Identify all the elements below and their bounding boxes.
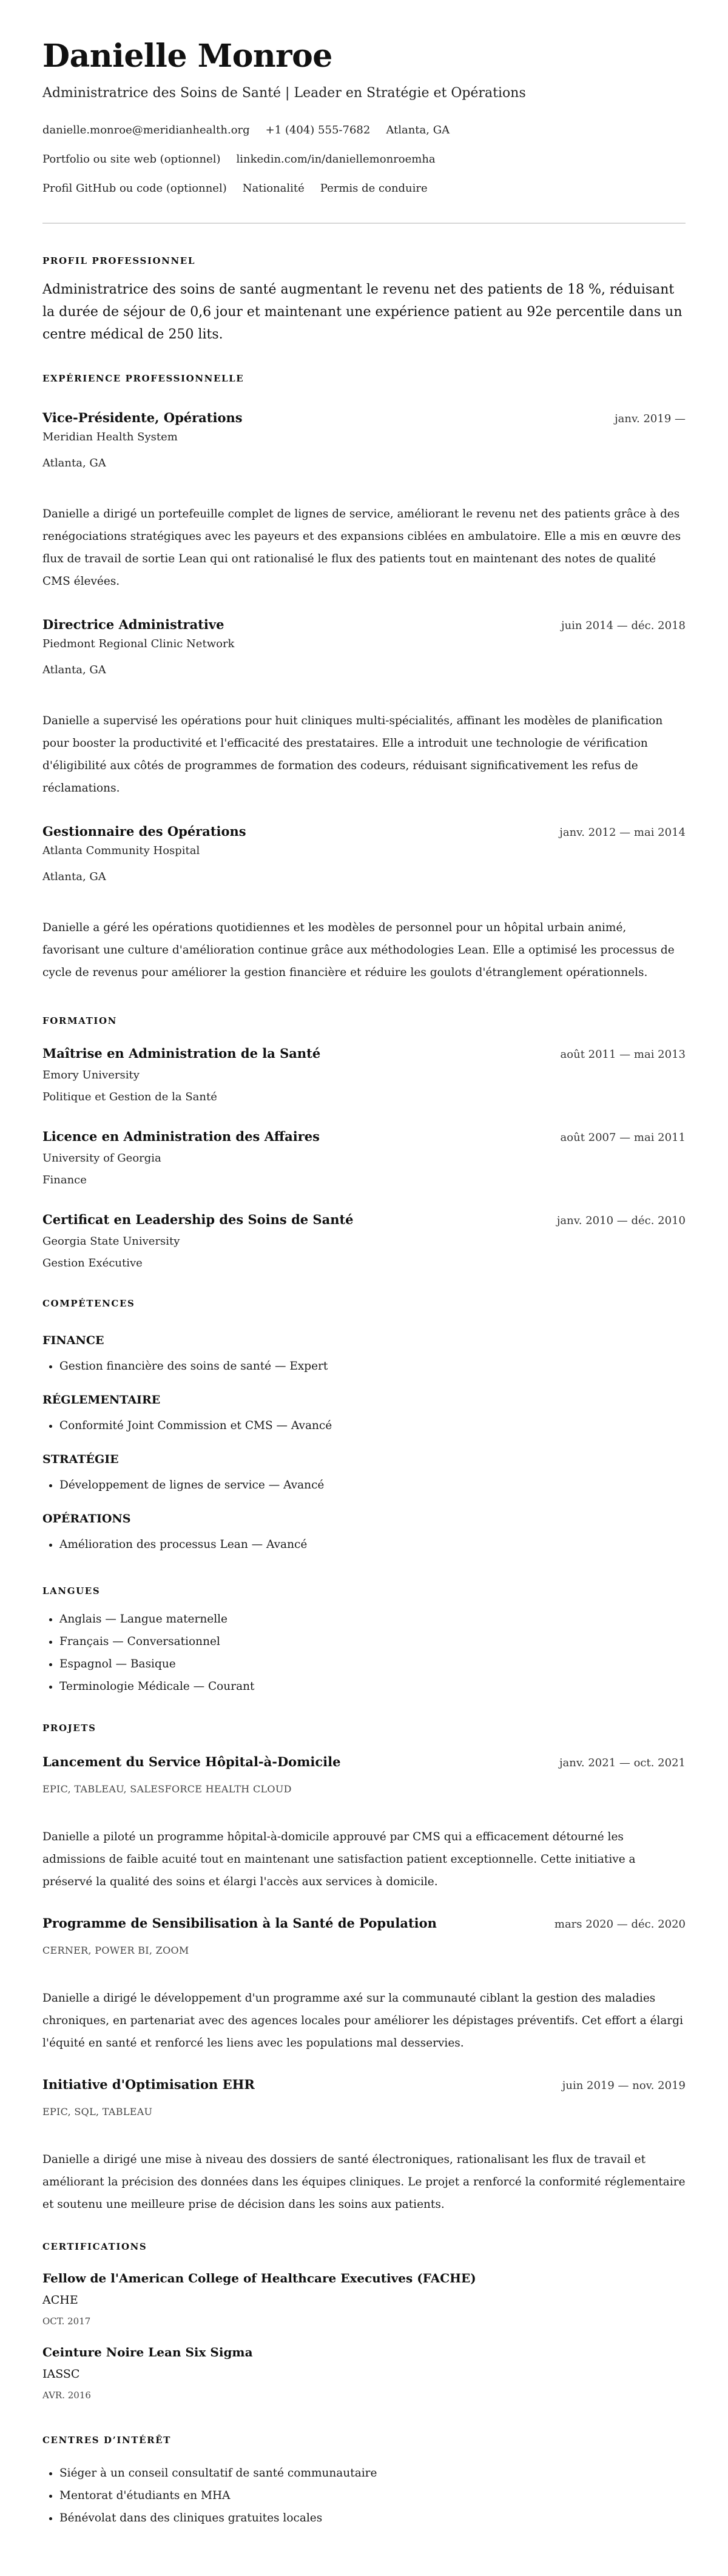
job-location: Atlanta, GA [42, 870, 106, 883]
contact-info [42, 121, 686, 198]
section-title: PROJETS [42, 1723, 96, 1734]
language-item: • Anglais — Langue maternelle [59, 1608, 686, 1630]
school-name: Emory University [42, 1069, 140, 1081]
skill-list [42, 1536, 686, 1554]
entry-header [42, 1753, 686, 1772]
field-of-study: Gestion Exécutive [42, 1257, 143, 1270]
resume-header [42, 38, 686, 198]
interest-item: • Siéger à un conseil consultatif de santé communautaire [59, 2462, 686, 2484]
contact-link[interactable]: linkedin.com/in/daniellemonroemha [236, 153, 436, 166]
entry-header [42, 616, 686, 635]
project-technologies: EPIC, TABLEAU, SALESFORCE HEALTH CLOUD [42, 1783, 292, 1795]
skill-list [42, 1417, 686, 1435]
contact-item: Portfolio ou site web (optionnel) [42, 153, 221, 166]
entry-title: Lancement du Service Hôpital-à-Domicile [42, 1754, 341, 1769]
contact-row [42, 180, 686, 198]
experience-entry [42, 616, 686, 799]
language-item: • Terminologie Médicale — Courant [59, 1675, 686, 1698]
skill-category-title: OPÉRATIONS [42, 1512, 131, 1525]
certification-entry [42, 2343, 686, 2401]
field-of-study: Politique et Gestion de la Santé [42, 1091, 217, 1103]
skill-item: • Développement de lignes de service — Avancé [59, 1476, 686, 1495]
entry-date: janv. 2021 — oct. 2021 [559, 1757, 686, 1769]
job-location: Atlanta, GA [42, 664, 106, 676]
company-name: Piedmont Regional Clinic Network [42, 637, 235, 650]
candidate-name: Danielle Monroe [42, 38, 332, 75]
entry-title: Vice-Présidente, Opérations [42, 410, 243, 425]
projects-section [42, 1722, 686, 2216]
candidate-headline: Administratrice des Soins de Santé | Leader en Stratégie et Opérations [42, 86, 526, 101]
interest-item: • Mentorat d'étudiants en MHA [59, 2484, 686, 2507]
certifications-section [42, 2241, 686, 2401]
project-entry [42, 1753, 686, 1893]
project-description: Danielle a piloté un programme hôpital-à-domicile approuvé par CMS qui a efficacement détourné les admissions de faible acuité tout en maintenant une satisfaction patient exceptionnelle. Cette initiative a préservé la qualité des soins et élargi l'accès aux services à domicile. [42, 1831, 636, 1888]
field-of-study: Finance [42, 1174, 87, 1186]
entry-header [42, 1211, 686, 1230]
entry-header [42, 1914, 686, 1934]
interest-item: • Bénévolat dans des cliniques gratuites locales [59, 2507, 686, 2529]
entry-date: août 2011 — mai 2013 [560, 1048, 686, 1061]
profile-section [42, 255, 686, 346]
entry-date: janv. 2019 — [615, 412, 686, 425]
skill-list [42, 1357, 686, 1376]
project-description: Danielle a dirigé une mise à niveau des dossiers de santé électroniques, rationalisant les flux de travail et améliorant la précision des données dans les équipes cliniques. Le projet a renforcé la conformité réglementaire et soutenu une meilleure prise de décision dans les soins aux patients. [42, 2153, 686, 2211]
entry-date: juin 2014 — déc. 2018 [561, 619, 686, 632]
skill-category-title: RÉGLEMENTAIRE [42, 1393, 161, 1407]
certification-title: Ceinture Noire Lean Six Sigma [42, 2345, 253, 2359]
education-entry [42, 1044, 686, 1106]
entry-title: Gestionnaire des Opérations [42, 824, 246, 839]
skill-item: • Conformité Joint Commission et CMS — Avancé [59, 1417, 686, 1435]
interests-section [42, 2434, 686, 2529]
entry-header [42, 2076, 686, 2095]
experience-entry [42, 409, 686, 593]
contact-item: Profil GitHub ou code (optionnel) [42, 182, 227, 195]
skill-item: • Gestion financière des soins de santé — Expert [59, 1357, 686, 1376]
interests-list [42, 2462, 686, 2529]
project-entry [42, 1914, 686, 2054]
experience-section [42, 372, 686, 984]
section-title: EXPÉRIENCE PROFESSIONNELLE [42, 373, 244, 384]
contact-row [42, 121, 686, 140]
entry-header [42, 1128, 686, 1147]
contact-row [42, 150, 686, 169]
certification-entry [42, 2269, 686, 2327]
entry-title: Licence en Administration des Affaires [42, 1129, 320, 1144]
section-title: FORMATION [42, 1015, 117, 1026]
skill-category-title: FINANCE [42, 1334, 104, 1347]
language-item: • Français — Conversationnel [59, 1630, 686, 1653]
entry-date: janv. 2012 — mai 2014 [559, 826, 686, 839]
company-name: Atlanta Community Hospital [42, 844, 200, 857]
skill-list [42, 1476, 686, 1495]
entry-title: Maîtrise en Administration de la Santé [42, 1046, 321, 1061]
school-name: University of Georgia [42, 1152, 161, 1165]
header-divider [42, 223, 686, 224]
entry-title: Directrice Administrative [42, 617, 224, 632]
project-entry [42, 2076, 686, 2216]
entry-date: mars 2020 — déc. 2020 [554, 1918, 686, 1931]
entry-header [42, 409, 686, 428]
skills-section [42, 1297, 686, 1554]
certification-issuer: ACHE [42, 2293, 78, 2307]
entry-title: Initiative d'Optimisation EHR [42, 2077, 255, 2092]
certification-date: AVR. 2016 [42, 2390, 91, 2401]
company-name: Meridian Health System [42, 431, 178, 443]
certification-date: OCT. 2017 [42, 2316, 91, 2327]
entry-date: janv. 2010 — déc. 2010 [556, 1214, 686, 1227]
education-entry [42, 1128, 686, 1189]
profile-summary: Administratrice des soins de santé augmentant le revenu net des patients de 18 %, réduisant la durée de séjour de 0,6 jour et maintenant une expérience patient au 92e percentile dans un centre médical de 250 lits. [42, 282, 682, 342]
entry-header [42, 1044, 686, 1064]
certification-title: Fellow de l'American College of Healthcare Executives (FACHE) [42, 2271, 476, 2285]
project-technologies: EPIC, SQL, TABLEAU [42, 2106, 153, 2117]
project-description: Danielle a dirigé le développement d'un programme axé sur la communauté ciblant la gestion des maladies chroniques, en partenariat avec des agences locales pour améliorer les dépistages préventifs. Cet effort a élargi l'équité en santé et renforcé les liens avec les populations mal desservies. [42, 1992, 684, 2050]
education-section [42, 1015, 686, 1273]
skill-item: • Amélioration des processus Lean — Avancé [59, 1536, 686, 1554]
education-entry [42, 1211, 686, 1273]
language-item: • Espagnol — Basique [59, 1653, 686, 1675]
school-name: Georgia State University [42, 1235, 180, 1248]
entry-header [42, 822, 686, 842]
experience-entry [42, 822, 686, 984]
job-description: Danielle a géré les opérations quotidiennes et les modèles de personnel pour un hôpital urbain animé, favorisant une culture d'amélioration continue grâce aux méthodologies Lean. Elle a optimisé les processus de cycle de revenus pour améliorer la gestion financière et réduire les goulots d'étranglement opérationnels. [42, 921, 675, 979]
contact-item: Atlanta, GA [386, 124, 450, 136]
job-description: Danielle a supervisé les opérations pour huit cliniques multi-spécialités, affinant les modèles de planification pour booster la productivité et l'efficacité des prestataires. Elle a introduit une technologie de vérification d'éligibilité aux côtés de programmes de formation des codeurs, réduisant significativement les refus de réclamations. [42, 715, 663, 795]
section-title: PROFIL PROFESSIONNEL [42, 255, 195, 266]
languages-list [42, 1608, 686, 1698]
section-title: CERTIFICATIONS [42, 2241, 147, 2252]
contact-link[interactable]: danielle.monroe@meridianhealth.org [42, 124, 250, 136]
contact-item: Permis de conduire [320, 182, 428, 195]
languages-section [42, 1585, 686, 1698]
project-technologies: CERNER, POWER BI, ZOOM [42, 1945, 189, 1956]
entry-date: juin 2019 — nov. 2019 [562, 2079, 686, 2092]
certification-issuer: IASSC [42, 2367, 80, 2381]
section-title: LANGUES [42, 1586, 101, 1596]
job-description: Danielle a dirigé un portefeuille complet de lignes de service, améliorant le revenu net des patients grâce à des renégociations stratégiques avec les payeurs et des expansions ciblées en ambulatoire. Elle a mis en œuvre des flux de travail de sortie Lean qui ont rationalisé le flux des patients tout en maintenant des notes de qualité CMS élevées. [42, 508, 681, 588]
entry-title: Certificat en Leadership des Soins de Santé [42, 1212, 354, 1227]
section-title: COMPÉTENCES [42, 1298, 135, 1309]
section-title: CENTRES D’INTÉRÊT [42, 2435, 172, 2446]
skill-category-title: STRATÉGIE [42, 1453, 119, 1466]
entry-date: août 2007 — mai 2011 [560, 1131, 686, 1144]
job-location: Atlanta, GA [42, 457, 106, 469]
entry-title: Programme de Sensibilisation à la Santé de Population [42, 1915, 437, 1931]
contact-item: Nationalité [242, 182, 305, 195]
contact-item: +1 (404) 555-7682 [265, 124, 371, 136]
